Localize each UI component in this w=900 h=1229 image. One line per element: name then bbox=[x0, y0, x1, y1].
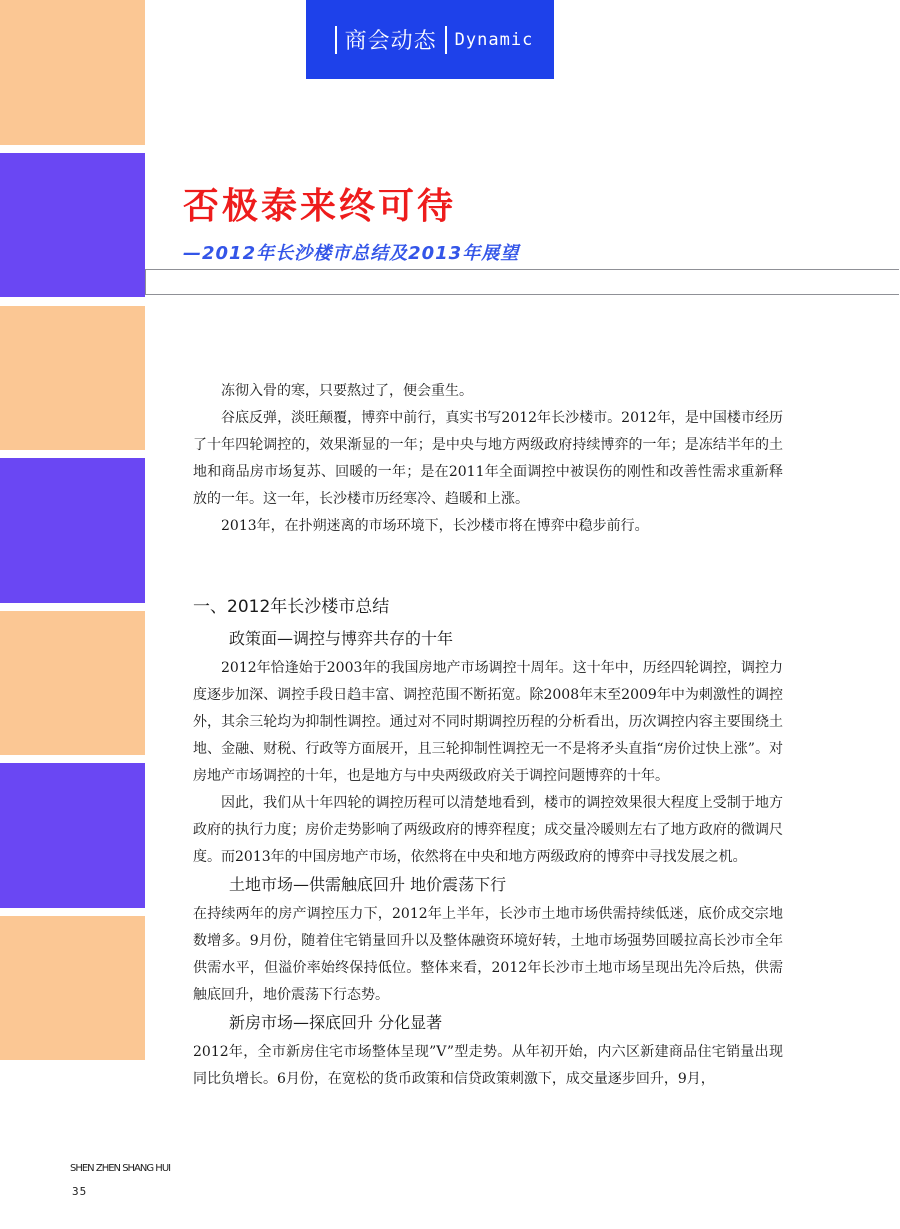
section-header bbox=[306, 0, 554, 79]
page-number: 35 bbox=[72, 1185, 88, 1198]
subsection-heading-policy: 政策面—调控与博弈共存的十年 bbox=[229, 629, 454, 648]
title-rule bbox=[145, 269, 899, 295]
decor-band-purple bbox=[0, 458, 145, 603]
subsection-heading-land: 土地市场—供需触底回升 地价震荡下行 bbox=[229, 875, 507, 894]
decor-band-purple bbox=[0, 153, 145, 297]
section-heading: 一、2012年长沙楼市总结 bbox=[193, 597, 390, 617]
decor-band-orange bbox=[0, 916, 145, 1060]
section-title-en: Dynamic bbox=[454, 29, 534, 50]
header-divider bbox=[335, 26, 337, 54]
decor-band-purple bbox=[0, 763, 145, 908]
intro-paragraph: 冻彻入骨的寒，只要熬过了，便会重生。 bbox=[221, 383, 473, 399]
intro-paragraph: 谷底反弹，淡旺颠覆，博弈中前行，真实书写2012年长沙楼市。2012年，是中国楼市经历了十年四轮调控的，效果渐显的一年；是中央与地方两级政府持续博弈的一年；是冻结半年的土地和商品房市场复苏、回暖的一年；是在2011年全面调控中被误伤的刚性和改善性需求重新释放的一年。这一年，长沙楼市历经寒冷、趋暖和上涨。 bbox=[193, 410, 783, 507]
land-paragraph: 在持续两年的房产调控压力下，2012年上半年，长沙市土地市场供需持续低迷，底价成交宗地数增多。9月份，随着住宅销量回升以及整体融资环境好转，土地市场强势回暖拉高长沙市全年供需水平，但溢价率始终保持低位。整体来看，2012年长沙市土地市场呈现出先冷后热，供需触底回升，地价震荡下行态势。 bbox=[193, 906, 783, 1003]
section-title-cn: 商会动态 bbox=[344, 29, 437, 54]
article-body bbox=[193, 378, 783, 1093]
policy-paragraph: 因此，我们从十年四轮的调控历程可以清楚地看到，楼市的调控效果很大程度上受制于地方政府的执行力度；房价走势影响了两级政府的博弈程度；成交量冷暖则左右了地方政府的微调尺度。而2013年的中国房地产市场，依然将在中央和地方两级政府的博弈中寻找发展之机。 bbox=[193, 795, 783, 865]
decor-band-orange bbox=[0, 306, 145, 450]
decor-band-orange bbox=[0, 0, 145, 145]
new-housing-paragraph: 2012年，全市新房住宅市场整体呈现”V”型走势。从年初开始，内六区新建商品住宅销量出现同比负增长。6月份，在宽松的货币政策和信贷政策刺激下，成交量逐步回升，9月， bbox=[193, 1044, 783, 1087]
intro-paragraph: 2013年，在扑朔迷离的市场环境下，长沙楼市将在博弈中稳步前行。 bbox=[221, 518, 649, 534]
magazine-name: SHEN ZHEN SHANG HUI bbox=[70, 1163, 171, 1174]
article-subtitle: —2012年长沙楼市总结及2013年展望 bbox=[183, 243, 520, 264]
policy-paragraph: 2012年恰逢始于2003年的我国房地产市场调控十周年。这十年中，历经四轮调控，调控力度逐步加深、调控手段日趋丰富、调控范围不断拓宽。除2008年末至2009年中为刺激性的调控外，其余三轮均为抑制性调控。通过对不同时期调控历程的分析看出，历次调控内容主要围绕土地、金融、财税、行政等方面展开，且三轮抑制性调控无一不是将矛头直指“房价过快上涨”。对房地产市场调控的十年，也是地方与中央两级政府关于调控问题博弈的十年。 bbox=[193, 660, 783, 784]
decor-band-orange bbox=[0, 611, 145, 755]
article-title: 否极泰来终可待 bbox=[183, 186, 457, 227]
header-divider bbox=[445, 26, 447, 54]
subsection-heading-new-housing: 新房市场—探底回升 分化显著 bbox=[229, 1013, 443, 1032]
